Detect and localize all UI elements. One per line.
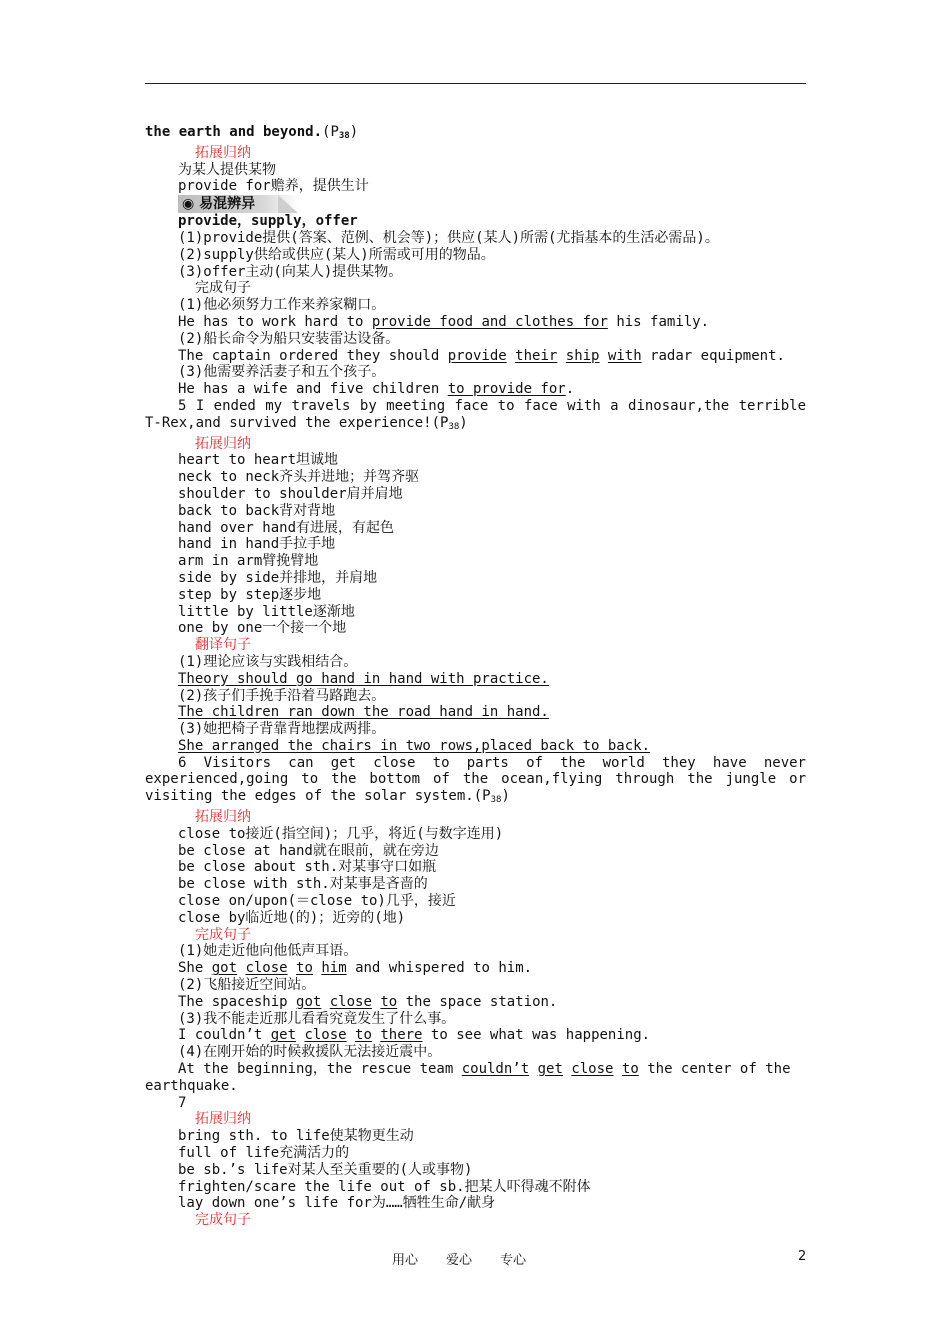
page-content: [145, 124, 806, 1229]
answer-blank: to: [380, 993, 398, 1010]
expand-item: be close with sth.对某事是吝啬的: [178, 876, 428, 893]
complete-heading: 完成句子: [195, 1212, 251, 1229]
exercise-en: He has a wife and five children to provide for.: [178, 381, 575, 398]
exercise-cn: (3)我不能走近那儿看看究竟发生了什么事。: [178, 1010, 456, 1027]
expand-item: close to接近(指空间)；几乎，将近(与数字连用): [178, 825, 504, 842]
answer-blank: to provide for: [447, 381, 566, 398]
expand-item: side by side并排地，并肩地: [178, 569, 378, 586]
exercise-en: He has to work hard to provide food and clothes for his family.: [178, 313, 710, 330]
confusion-item: (3)offer主动(向某人)提供某物。: [178, 263, 403, 280]
source-sentence-tail: the earth and $beyond.(P_{38})$: [145, 124, 359, 141]
answer-blank: to: [355, 1027, 372, 1044]
answer-blank: get: [537, 1061, 563, 1078]
answer-blank: close: [571, 1061, 614, 1078]
confusion-item: (1)provide提供(答案、范例、机会等)；供应(某人)所需(尤指基本的生活必需品)。: [178, 229, 719, 246]
answer-blank: get: [270, 1027, 297, 1044]
exercise-cn: (3)他需要养活妻子和五个孩子。: [178, 364, 386, 381]
expand-item: shoulder to shoulder肩并肩地: [178, 485, 403, 502]
answer-blank: him: [321, 960, 347, 977]
page-number: 2: [798, 1249, 807, 1264]
answer-blank: there: [380, 1027, 423, 1044]
expand-item: back to back背对背地: [178, 502, 336, 519]
expand-item: step by step逐步地: [178, 586, 322, 603]
expand-item: one by one一个接一个地: [178, 620, 347, 637]
answer-blank: The children ran down the road hand in hand.: [178, 704, 549, 721]
expand-item: provide for赡养，提供生计: [178, 178, 369, 195]
answer-blank: to: [621, 1061, 639, 1078]
expand-item: neck to neck齐头并进地；并驾齐驱: [178, 469, 420, 486]
exercise-cn: (1)理论应该与实践相结合。: [178, 653, 358, 670]
expand-item: hand over hand有进展，有起色: [178, 519, 395, 536]
expand-item: be sb.’s life对某人至关重要的(人或事物): [178, 1161, 473, 1178]
answer-blank: got: [296, 993, 322, 1010]
answer-blank: She arranged the chairs in two rows,placed back to back.: [178, 737, 651, 754]
expand-item: be close at hand就在眼前，就在旁边: [178, 842, 439, 859]
expand-item: 为某人提供某物: [178, 161, 276, 178]
exercise-cn: (2)孩子们手挽手沿着马路跑去。: [178, 687, 386, 704]
confusion-banner: ◉ 易混辨异: [145, 195, 806, 213]
confusion-words: provide，supply，offer: [178, 213, 358, 230]
expand-item: lay down one’s life for为……牺牲生命/献身: [178, 1195, 496, 1212]
expand-item: close by临近地(的)；近旁的(地): [178, 909, 406, 926]
answer-blank: close: [245, 960, 288, 977]
source-sentence-cont: experienced,going to the bottom of the ocean,flying through the jungle or: [145, 771, 806, 788]
expand-item: arm in arm臂挽臂地: [178, 553, 319, 570]
answer-blank: with: [607, 347, 642, 364]
expand-item: full of life充满活力的: [178, 1145, 350, 1162]
exercise-cn: (4)在刚开始的时候救援队无法接近震中。: [178, 1044, 442, 1061]
exercise-en: [145, 671, 806, 688]
footer-motto: 用心 爱心 专心: [392, 1253, 527, 1268]
exercise-en: The spaceship got close to the space station.: [178, 993, 558, 1010]
source-sentence: 6 Visitors can get close to parts of the world they have never: [178, 754, 806, 771]
answer-blank: Theory should go hand in hand with practice.: [178, 670, 549, 687]
answer-blank: to: [296, 960, 313, 977]
expand-item: little by little逐渐地: [178, 603, 355, 620]
answer-blank: ship: [565, 347, 600, 364]
complete-heading: 完成句子: [195, 280, 251, 297]
expand-item: hand in hand手拉手地: [178, 536, 336, 553]
answer-blank: couldn’t: [461, 1061, 530, 1078]
exercise-en: I couldn’t get close to there to see what was happening.: [178, 1027, 651, 1044]
source-sentence-cont: T-Rex,and survived the $experience!(P_{38})$: [145, 414, 468, 432]
exercise-cn: (1)她走近他向他低声耳语。: [178, 943, 358, 960]
answer-blank: provide food and clothes for: [371, 313, 608, 330]
exercise-en: [145, 738, 806, 755]
expand-item: bring sth. to life使某物更生动: [178, 1128, 414, 1145]
expand-heading: 拓展归纳: [195, 1111, 251, 1128]
exercise-cn: (2)船长命令为船只安装雷达设备。: [178, 330, 400, 347]
exercise-en: At the beginning，the rescue team couldn’t get close to the center of the: [178, 1061, 791, 1078]
expand-item: close on/upon(＝close to)几乎，接近: [178, 893, 456, 910]
exercise-cn: (1)他必须努力工作来养家糊口。: [178, 297, 386, 314]
complete-heading: 完成句子: [195, 926, 251, 943]
answer-blank: got: [211, 960, 238, 977]
source-sentence-cont: visiting the edges of the solar $system.(P_{38})$: [145, 788, 510, 806]
confusion-item: (2)supply供给或供应(某人)所需或可用的物品。: [178, 246, 495, 263]
answer-blank: close: [304, 1027, 347, 1044]
expand-heading: 拓展归纳: [195, 809, 251, 826]
expand-item: frighten/scare the life out of sb.把某人吓得魂不附体: [178, 1178, 591, 1195]
expand-item: heart to heart坦诚地: [178, 452, 339, 469]
expand-heading: 拓展归纳: [195, 144, 251, 161]
answer-blank: their: [515, 347, 558, 364]
exercise-en: [145, 704, 806, 721]
source-sentence: 5 I ended my travels by meeting face to face with a dinosaur,the terrible: [178, 397, 806, 414]
exercise-en: She got close to him and whispered to him.: [178, 960, 533, 977]
answer-blank: provide: [447, 347, 507, 364]
expand-item: be close about sth.对某事守口如瓶: [178, 859, 437, 876]
expand-heading: 拓展归纳: [195, 435, 251, 452]
answer-blank: close: [329, 993, 372, 1010]
exercise-cn: (3)她把椅子背靠背地摆成两排。: [178, 721, 386, 738]
header-rule: [145, 83, 806, 84]
translate-heading: 翻译句子: [195, 637, 251, 654]
exercise-en-cont: earthquake.: [145, 1077, 238, 1094]
exercise-cn: (2)飞船接近空间站。: [178, 977, 316, 994]
exercise-en: The captain ordered they should provide their ship with radar equipment.: [178, 347, 785, 364]
section-number: 7: [178, 1094, 187, 1111]
